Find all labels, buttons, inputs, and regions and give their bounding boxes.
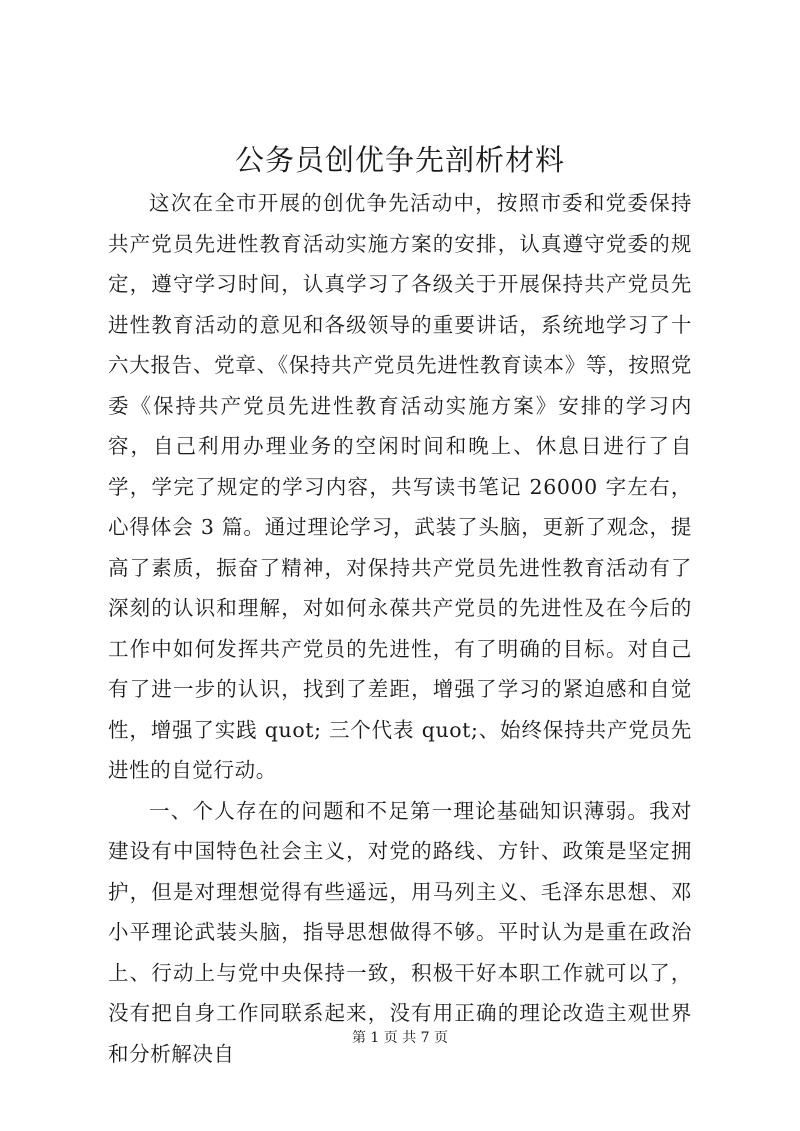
document-body <box>108 183 692 1074</box>
paragraph-problems: 一、个人存在的问题和不足第一理论基础知识薄弱。我对建设有中国特色社会主义，对党的路线、方针、政策是坚定拥护，但是对理想觉得有些遥远，用马列主义、毛泽东思想、邓小平理论武装头脑，指导思想做得不够。平时认为是重在政治上、行动上与党中央保持一致，积极干好本职工作就可以了，没有把自身工作同联系起来，没有用正确的理论改造主观世界和分析解决自 <box>108 798 692 1066</box>
paragraph-intro: 这次在全市开展的创优争先活动中，按照市委和党委保持共产党员先进性教育活动实施方案的安排，认真遵守党委的规定，遵守学习时间，认真学习了各级关于开展保持共产党员先进性教育活动的意见和各级领导的重要讲话，系统地学习了十六大报告、党章、《保持共产党员先进性教育读本》等，按照党委《保持共产党员先进性教育活动实施方案》安排的学习内容，自己利用办理业务的空闲时间和晚上、休息日进行了自学，学完了规定的学习内容，共写读书笔记 26000 字左右，心得体会 3 篇。通过理论学习，武装了头脑，更新了观念，提高了素质，振奋了精神，对保持共产党员先进性教育活动有了深刻的认识和理解，对如何永葆共产党员的先进性及在今后的工作中如何发挥共产党员的先进性，有了明确的目标。对自己有了进一步的认识，找到了差距，增强了学习的紧迫感和自觉性，增强了实践 quot; 三个代表 quot;、始终保持共产党员先进性的自觉行动。 <box>108 191 692 782</box>
page-footer: 第 1 页 共 7 页 <box>351 1030 449 1046</box>
document-title: 公务员创优争先剖析材料 <box>234 143 565 177</box>
